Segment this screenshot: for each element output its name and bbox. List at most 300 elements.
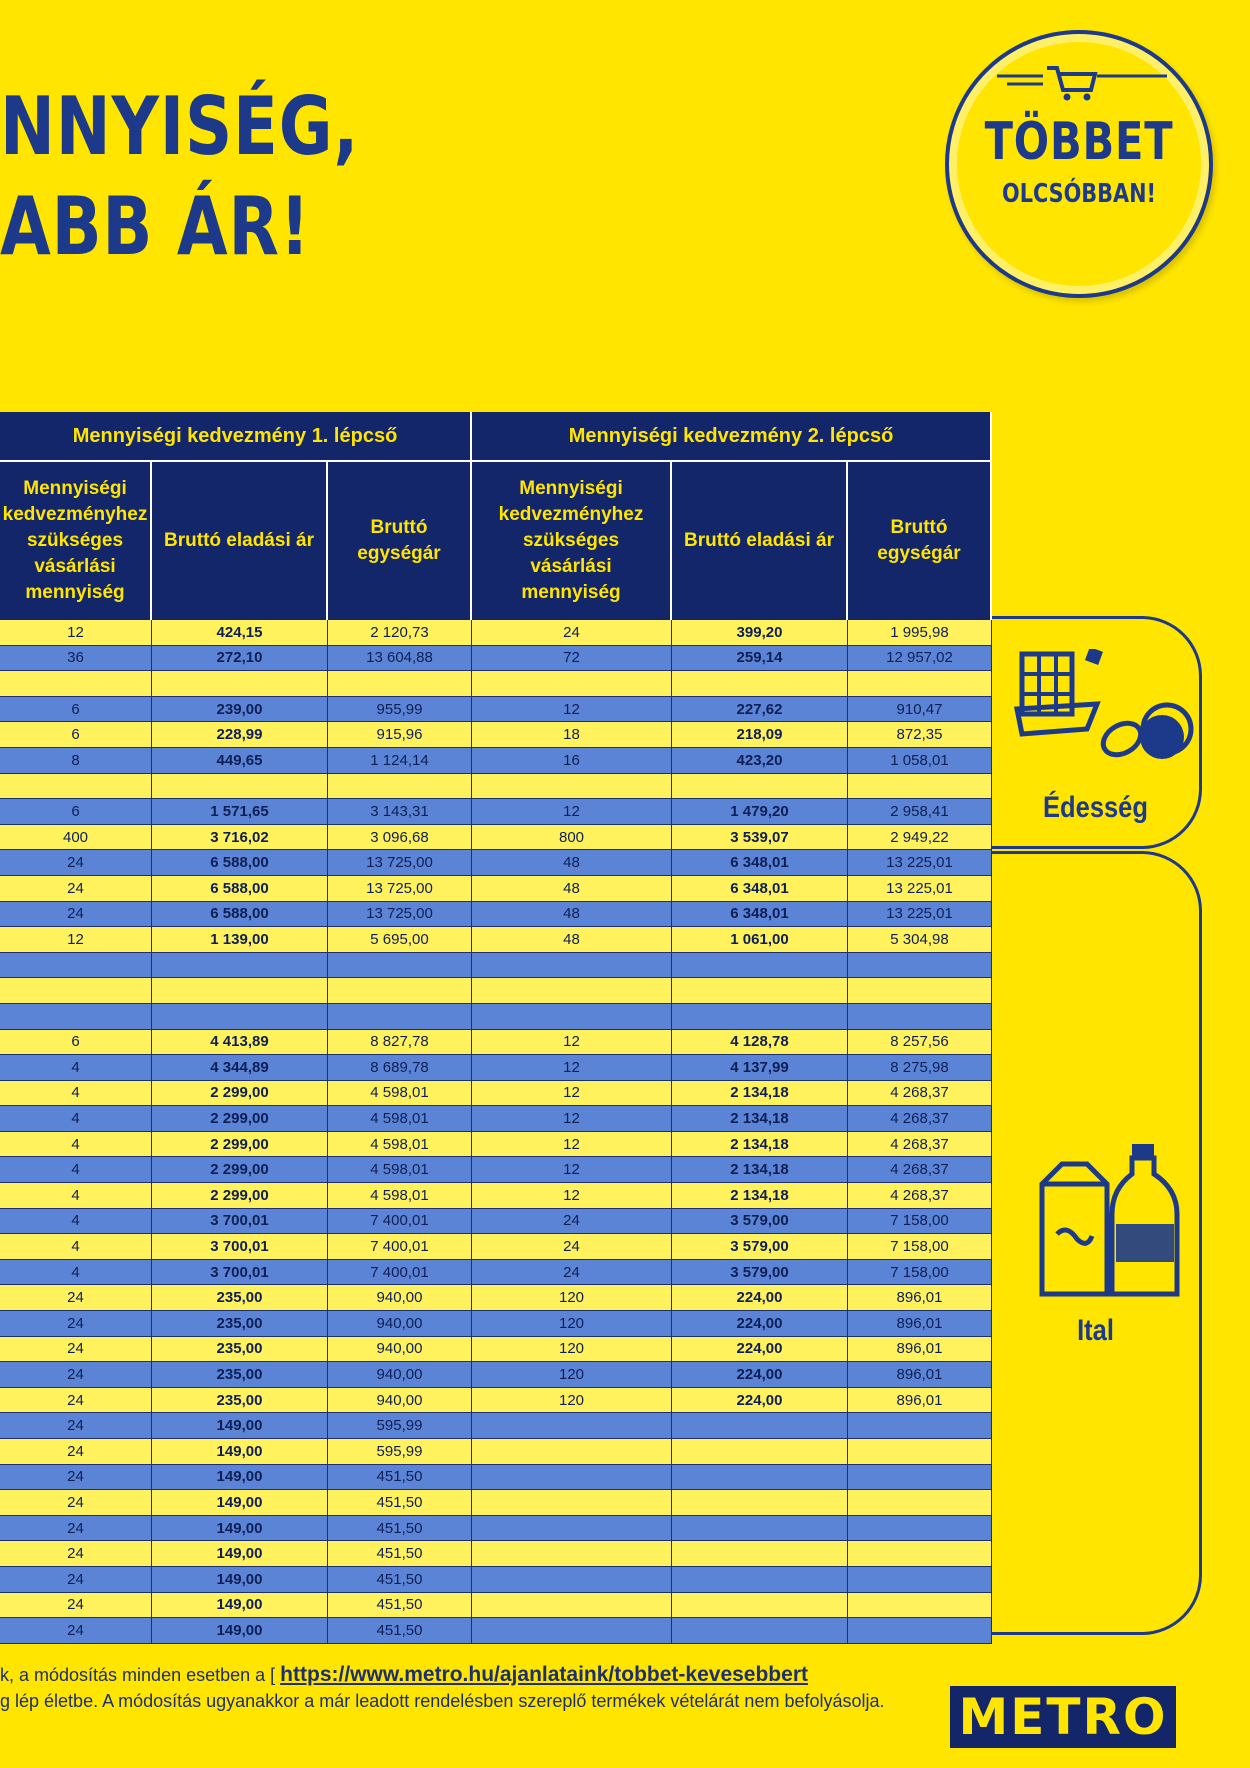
table-cell: 940,00	[328, 1362, 472, 1388]
category-tab-sweets[interactable]	[992, 616, 1202, 849]
table-cell: 48	[472, 902, 672, 928]
table-cell	[328, 774, 472, 800]
table-cell: 149,00	[152, 1490, 328, 1516]
table-cell	[848, 1465, 992, 1491]
table-cell: 3 539,07	[672, 825, 848, 851]
table-cell: 2 134,18	[672, 1132, 848, 1158]
table-cell: 224,00	[672, 1285, 848, 1311]
footer-disclaimer	[0, 1662, 885, 1714]
table-cell	[848, 1004, 992, 1030]
table-row	[0, 1388, 992, 1414]
table-cell: 4 598,01	[328, 1132, 472, 1158]
table-cell: 227,62	[672, 697, 848, 723]
table-cell: 12	[472, 1030, 672, 1056]
col-header-qty-2: Mennyiségi kedvezményhez szükséges vásárlási mennyiség	[472, 462, 672, 620]
table-cell: 120	[472, 1388, 672, 1414]
table-cell: 12 957,02	[848, 646, 992, 672]
group-header-tier-1: Mennyiségi kedvezmény 1. lépcső	[0, 412, 472, 460]
table-row	[0, 1541, 992, 1567]
table-cell: 48	[472, 850, 672, 876]
table-cell	[0, 953, 152, 979]
table-cell: 451,50	[328, 1541, 472, 1567]
table-cell: 1 061,00	[672, 927, 848, 953]
table-cell: 3 579,00	[672, 1260, 848, 1286]
table-cell: 3 700,01	[152, 1260, 328, 1286]
table-cell: 2 299,00	[152, 1106, 328, 1132]
table-cell: 149,00	[152, 1567, 328, 1593]
table-cell: 259,14	[672, 646, 848, 672]
table-cell: 2 299,00	[152, 1157, 328, 1183]
table-cell: 24	[0, 1490, 152, 1516]
table-cell: 6 588,00	[152, 876, 328, 902]
table-cell	[848, 1413, 992, 1439]
table-cell	[472, 774, 672, 800]
table-cell	[472, 1516, 672, 1542]
table-cell: 6 348,01	[672, 902, 848, 928]
table-cell: 224,00	[672, 1388, 848, 1414]
table-cell: 12	[472, 1081, 672, 1107]
table-cell	[472, 671, 672, 697]
col-header-price-1: Bruttó eladási ár	[152, 462, 328, 620]
table-cell: 24	[0, 902, 152, 928]
table-column-header	[0, 460, 992, 620]
table-cell	[672, 978, 848, 1004]
table-cell: 24	[0, 1567, 152, 1593]
table-cell: 12	[472, 1157, 672, 1183]
table-cell: 13 725,00	[328, 850, 472, 876]
table-row	[0, 927, 992, 953]
table-cell	[152, 774, 328, 800]
table-cell	[672, 1593, 848, 1619]
table-cell	[848, 671, 992, 697]
table-row	[0, 1285, 992, 1311]
table-cell: 4	[0, 1260, 152, 1286]
table-cell: 235,00	[152, 1285, 328, 1311]
table-cell: 13 225,01	[848, 850, 992, 876]
table-cell: 6	[0, 1030, 152, 1056]
table-row	[0, 850, 992, 876]
table-cell: 896,01	[848, 1362, 992, 1388]
table-row	[0, 646, 992, 672]
table-cell: 2 299,00	[152, 1081, 328, 1107]
col-header-unit-price-1: Bruttó egységár	[328, 462, 472, 620]
table-cell	[848, 1516, 992, 1542]
table-cell: 24	[0, 1541, 152, 1567]
table-cell: 4 128,78	[672, 1030, 848, 1056]
table-row	[0, 1234, 992, 1260]
table-cell: 3 700,01	[152, 1209, 328, 1235]
group-header-tier-2: Mennyiségi kedvezmény 2. lépcső	[472, 412, 992, 460]
table-cell	[848, 1618, 992, 1644]
table-cell	[672, 1516, 848, 1542]
badge-title: TÖBBET	[984, 112, 1174, 172]
table-cell: 149,00	[152, 1593, 328, 1619]
table-cell: 4 137,99	[672, 1055, 848, 1081]
table-cell: 36	[0, 646, 152, 672]
table-cell: 24	[0, 1465, 152, 1491]
table-cell: 235,00	[152, 1362, 328, 1388]
table-cell: 5 695,00	[328, 927, 472, 953]
table-cell: 235,00	[152, 1337, 328, 1363]
table-cell	[472, 1465, 672, 1491]
table-cell	[472, 1541, 672, 1567]
table-cell: 4 598,01	[328, 1183, 472, 1209]
col-header-price-2: Bruttó eladási ár	[672, 462, 848, 620]
table-cell: 449,65	[152, 748, 328, 774]
table-cell: 2 134,18	[672, 1183, 848, 1209]
table-row	[0, 1081, 992, 1107]
table-cell: 13 725,00	[328, 876, 472, 902]
table-cell: 4 268,37	[848, 1081, 992, 1107]
table-cell: 24	[0, 1311, 152, 1337]
table-cell: 940,00	[328, 1311, 472, 1337]
table-cell: 896,01	[848, 1337, 992, 1363]
table-row	[0, 671, 992, 697]
sweets-icon	[1012, 649, 1202, 779]
table-cell	[0, 978, 152, 1004]
table-cell: 12	[472, 1183, 672, 1209]
table-cell: 451,50	[328, 1618, 472, 1644]
table-cell	[848, 953, 992, 979]
table-cell: 4 268,37	[848, 1132, 992, 1158]
table-cell: 3 143,31	[328, 799, 472, 825]
table-cell	[848, 774, 992, 800]
table-cell	[848, 1541, 992, 1567]
table-cell: 12	[0, 927, 152, 953]
table-row	[0, 1567, 992, 1593]
badge-subtitle: OLCSÓBBAN!	[1002, 179, 1156, 209]
table-row	[0, 1004, 992, 1030]
table-cell	[672, 774, 848, 800]
table-row	[0, 1593, 992, 1619]
table-cell: 24	[472, 1209, 672, 1235]
table-row	[0, 1183, 992, 1209]
footer-line-1	[0, 1662, 885, 1688]
table-cell: 6	[0, 697, 152, 723]
table-cell	[672, 1490, 848, 1516]
table-cell: 12	[472, 1132, 672, 1158]
table-cell: 120	[472, 1362, 672, 1388]
table-cell: 6 588,00	[152, 902, 328, 928]
table-cell: 239,00	[152, 697, 328, 723]
table-cell: 940,00	[328, 1337, 472, 1363]
table-cell: 800	[472, 825, 672, 851]
table-cell: 8 275,98	[848, 1055, 992, 1081]
table-cell: 228,99	[152, 722, 328, 748]
table-cell: 12	[472, 1055, 672, 1081]
table-cell: 4 344,89	[152, 1055, 328, 1081]
table-cell: 12	[472, 697, 672, 723]
category-tab-drinks[interactable]	[992, 851, 1202, 1635]
table-cell: 2 134,18	[672, 1106, 848, 1132]
table-cell	[848, 1593, 992, 1619]
cart-icon	[997, 62, 1167, 102]
table-cell	[472, 1413, 672, 1439]
table-row	[0, 1618, 992, 1644]
table-cell: 4	[0, 1081, 152, 1107]
table-cell: 896,01	[848, 1388, 992, 1414]
table-cell	[672, 1439, 848, 1465]
table-cell: 4 598,01	[328, 1081, 472, 1107]
table-cell: 2 299,00	[152, 1132, 328, 1158]
table-cell: 24	[0, 1413, 152, 1439]
table-row	[0, 978, 992, 1004]
table-cell	[672, 1465, 848, 1491]
table-cell: 7 158,00	[848, 1260, 992, 1286]
footer-line-2: g lép életbe. A módosítás ugyanakkor a már leadott rendelésben szereplő termékek vételárát nem befolyásolja.	[0, 1691, 885, 1711]
table-cell: 48	[472, 876, 672, 902]
table-cell: 6	[0, 799, 152, 825]
table-cell: 2 949,22	[848, 825, 992, 851]
table-cell	[472, 953, 672, 979]
table-cell: 4	[0, 1106, 152, 1132]
discount-table	[0, 412, 992, 1644]
table-row	[0, 1106, 992, 1132]
table-cell: 12	[472, 799, 672, 825]
table-cell: 4	[0, 1055, 152, 1081]
table-cell: 424,15	[152, 620, 328, 646]
table-cell	[672, 1618, 848, 1644]
table-cell: 1 995,98	[848, 620, 992, 646]
table-cell: 6 348,01	[672, 876, 848, 902]
table-cell: 399,20	[672, 620, 848, 646]
table-cell: 24	[0, 1362, 152, 1388]
table-cell: 940,00	[328, 1388, 472, 1414]
table-cell: 24	[0, 1618, 152, 1644]
table-cell: 451,50	[328, 1516, 472, 1542]
table-cell: 7 400,01	[328, 1260, 472, 1286]
table-cell: 4 413,89	[152, 1030, 328, 1056]
table-cell: 896,01	[848, 1311, 992, 1337]
table-cell: 13 725,00	[328, 902, 472, 928]
table-cell: 149,00	[152, 1541, 328, 1567]
table-cell: 149,00	[152, 1516, 328, 1542]
table-cell: 2 958,41	[848, 799, 992, 825]
table-cell: 24	[472, 620, 672, 646]
table-cell: 2 120,73	[328, 620, 472, 646]
table-cell	[472, 1439, 672, 1465]
table-cell: 13 604,88	[328, 646, 472, 672]
table-row	[0, 799, 992, 825]
table-group-header	[0, 412, 992, 460]
table-cell: 8 257,56	[848, 1030, 992, 1056]
table-cell: 18	[472, 722, 672, 748]
table-cell: 4 268,37	[848, 1183, 992, 1209]
drinks-label: Ital	[1077, 1314, 1114, 1347]
table-cell: 24	[0, 850, 152, 876]
table-cell: 7 400,01	[328, 1234, 472, 1260]
table-cell	[328, 953, 472, 979]
table-cell: 3 700,01	[152, 1234, 328, 1260]
drinks-icon	[1032, 1144, 1182, 1304]
table-cell: 3 096,68	[328, 825, 472, 851]
table-cell	[472, 1593, 672, 1619]
table-cell: 4	[0, 1209, 152, 1235]
table-cell	[0, 774, 152, 800]
table-cell: 4	[0, 1132, 152, 1158]
table-cell: 955,99	[328, 697, 472, 723]
table-cell: 24	[0, 1516, 152, 1542]
table-cell	[672, 671, 848, 697]
table-cell: 24	[0, 1593, 152, 1619]
table-cell: 4 598,01	[328, 1157, 472, 1183]
table-cell: 24	[0, 1285, 152, 1311]
table-cell: 4 598,01	[328, 1106, 472, 1132]
table-row	[0, 1030, 992, 1056]
table-cell	[672, 1541, 848, 1567]
offer-link[interactable]: https://www.metro.hu/ajanlataink/tobbet-kevesebbert	[280, 1663, 808, 1686]
table-cell: 12	[0, 620, 152, 646]
table-cell: 423,20	[672, 748, 848, 774]
table-row	[0, 748, 992, 774]
table-cell: 595,99	[328, 1413, 472, 1439]
col-header-unit-price-2: Bruttó egységár	[848, 462, 992, 620]
table-cell: 24	[0, 1388, 152, 1414]
table-cell: 3 579,00	[672, 1209, 848, 1235]
table-cell: 72	[472, 646, 672, 672]
table-row	[0, 1132, 992, 1158]
headline-line-1: NNYISÉG,	[0, 80, 360, 173]
table-row	[0, 620, 992, 646]
table-cell: 218,09	[672, 722, 848, 748]
table-cell: 1 571,65	[152, 799, 328, 825]
table-row	[0, 876, 992, 902]
table-cell: 149,00	[152, 1413, 328, 1439]
table-cell: 224,00	[672, 1362, 848, 1388]
table-cell	[152, 953, 328, 979]
table-cell: 24	[472, 1234, 672, 1260]
table-cell	[472, 978, 672, 1004]
table-cell	[472, 1567, 672, 1593]
table-cell: 400	[0, 825, 152, 851]
table-cell	[328, 671, 472, 697]
table-row	[0, 1157, 992, 1183]
table-cell: 2 299,00	[152, 1183, 328, 1209]
table-cell	[672, 953, 848, 979]
table-cell: 1 058,01	[848, 748, 992, 774]
table-cell	[672, 1567, 848, 1593]
table-cell: 1 479,20	[672, 799, 848, 825]
table-row	[0, 1413, 992, 1439]
table-row	[0, 902, 992, 928]
table-row	[0, 1490, 992, 1516]
table-row	[0, 953, 992, 979]
table-row	[0, 1337, 992, 1363]
table-cell	[672, 1413, 848, 1439]
table-cell	[848, 978, 992, 1004]
table-cell: 451,50	[328, 1593, 472, 1619]
table-row	[0, 825, 992, 851]
table-cell	[848, 1567, 992, 1593]
table-cell	[328, 978, 472, 1004]
table-cell	[848, 1439, 992, 1465]
table-cell: 4 268,37	[848, 1157, 992, 1183]
table-row	[0, 1311, 992, 1337]
table-cell: 5 304,98	[848, 927, 992, 953]
table-cell: 13 225,01	[848, 876, 992, 902]
table-cell: 4	[0, 1157, 152, 1183]
table-row	[0, 1465, 992, 1491]
table-cell: 149,00	[152, 1465, 328, 1491]
table-cell: 7 400,01	[328, 1209, 472, 1235]
table-cell	[672, 1004, 848, 1030]
table-row	[0, 722, 992, 748]
table-cell: 6	[0, 722, 152, 748]
table-cell: 13 225,01	[848, 902, 992, 928]
table-cell: 12	[472, 1106, 672, 1132]
table-row	[0, 1362, 992, 1388]
table-cell: 16	[472, 748, 672, 774]
table-cell: 4	[0, 1234, 152, 1260]
table-cell: 24	[0, 1439, 152, 1465]
table-cell: 7 158,00	[848, 1209, 992, 1235]
table-cell	[472, 1618, 672, 1644]
table-row	[0, 1209, 992, 1235]
table-cell	[152, 978, 328, 1004]
table-row	[0, 1516, 992, 1542]
table-cell: 24	[0, 1337, 152, 1363]
table-cell: 149,00	[152, 1439, 328, 1465]
table-cell: 4 268,37	[848, 1106, 992, 1132]
table-cell: 451,50	[328, 1490, 472, 1516]
table-body	[0, 620, 992, 1644]
table-cell	[328, 1004, 472, 1030]
table-cell: 6 588,00	[152, 850, 328, 876]
table-cell: 149,00	[152, 1618, 328, 1644]
table-cell	[472, 1490, 672, 1516]
table-cell: 595,99	[328, 1439, 472, 1465]
table-cell	[152, 671, 328, 697]
table-row	[0, 697, 992, 723]
metro-logo: METRO	[950, 1686, 1176, 1748]
table-cell: 2 134,18	[672, 1081, 848, 1107]
table-row	[0, 1260, 992, 1286]
col-header-qty-1: Mennyiségi kedvezményhez szükséges vásárlási mennyiség	[0, 462, 152, 620]
table-cell	[152, 1004, 328, 1030]
promo-badge	[945, 30, 1213, 298]
table-cell: 3 579,00	[672, 1234, 848, 1260]
table-cell: 1 139,00	[152, 927, 328, 953]
headline-line-2: ABB ÁR!	[0, 180, 311, 273]
table-cell	[848, 1490, 992, 1516]
table-cell: 451,50	[328, 1567, 472, 1593]
table-row	[0, 1055, 992, 1081]
table-cell	[0, 671, 152, 697]
table-cell: 896,01	[848, 1285, 992, 1311]
table-cell: 235,00	[152, 1388, 328, 1414]
table-cell: 120	[472, 1311, 672, 1337]
table-cell: 7 158,00	[848, 1234, 992, 1260]
sweets-label: Édesség	[1043, 791, 1148, 824]
table-cell: 8	[0, 748, 152, 774]
table-cell: 910,47	[848, 697, 992, 723]
table-cell: 1 124,14	[328, 748, 472, 774]
table-cell	[472, 1004, 672, 1030]
table-cell: 120	[472, 1337, 672, 1363]
table-cell: 24	[0, 876, 152, 902]
table-cell: 272,10	[152, 646, 328, 672]
table-cell: 872,35	[848, 722, 992, 748]
table-cell: 224,00	[672, 1311, 848, 1337]
table-row	[0, 1439, 992, 1465]
table-cell: 235,00	[152, 1311, 328, 1337]
table-cell: 120	[472, 1285, 672, 1311]
footer-text-1: k, a módosítás minden esetben a [	[0, 1665, 281, 1685]
table-cell: 2 134,18	[672, 1157, 848, 1183]
table-row	[0, 774, 992, 800]
table-cell	[0, 1004, 152, 1030]
table-cell: 8 689,78	[328, 1055, 472, 1081]
